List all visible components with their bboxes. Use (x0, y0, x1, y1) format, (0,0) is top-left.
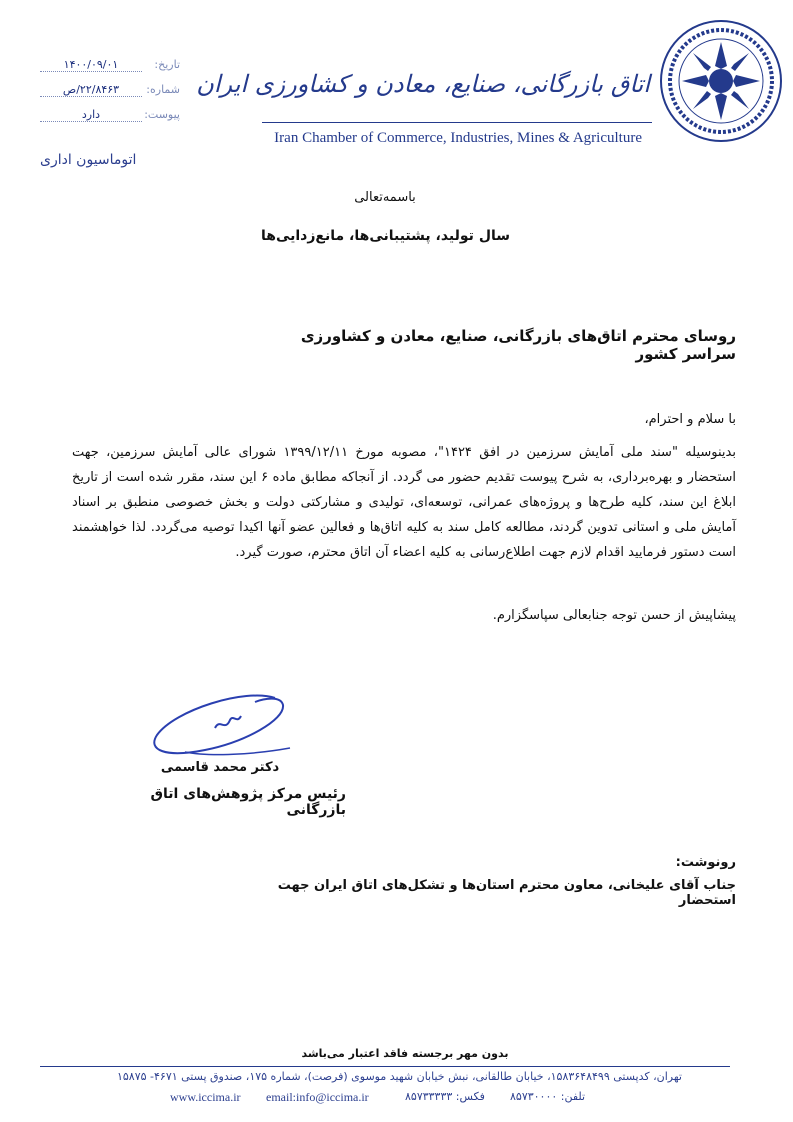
fax-number: فکس: ۸۵۷۳۳۳۳۳ (405, 1090, 485, 1103)
office-automation-label: اتوماسیون اداری (40, 152, 137, 168)
phone-number: تلفن: ۸۵۷۳۰۰۰۰ (510, 1090, 586, 1103)
handwritten-signature-icon (145, 690, 295, 770)
cc-recipient: جناب آقای علیخانی، معاون محترم استان‌ها و تشکل‌های اتاق ایران جهت استحضار (277, 878, 736, 908)
validity-note: بدون مهر برجسته فاقد اعتبار می‌باشد (301, 1047, 509, 1060)
cc-label: رونوشت: (675, 855, 736, 870)
attachment-value: دارد (40, 108, 142, 122)
footer-address: تهران، کدپستی ۱۵۸۳۶۴۸۴۹۹، خیابان طالقانی، نبش خیابان شهید موسوی (فرصت)، شماره ۱۷۵، صندوق پستی ۴۶۷۱- ۱۵۸۷۵ (116, 1070, 682, 1083)
date-value: ۱۴۰۰/۰۹/۰۱ (40, 58, 142, 72)
email-link[interactable]: email:info@iccima.ir (266, 1090, 369, 1104)
website-link[interactable]: www.iccima.ir (170, 1090, 241, 1104)
chamber-logo-icon (658, 18, 784, 144)
closing-text: پیشاپیش از حسن توجه جنابعالی سپاسگزارم. (492, 608, 736, 623)
number-value: ۲۲/۸۴۶۳/ص (40, 83, 142, 97)
letter-body-paragraph: بدینوسیله "سند ملی آمایش سرزمین در افق ۱۴۲۴"، مصوبه مورخ ۱۳۹۹/۱۲/۱۱ شورای عالی آمایش سرزمین، جهت استحضار و بهره‌برداری، به شرح پیوست تقدیم حضور می گردد. از آنجاکه مطابق ماده ۶ این سند، مقرر شده است از تاریخ ابلاغ این سند، کلیه طرح‌ها و پروژه‌های عمرانی، توسعه‌ای، تولیدی و مشارکتی دولت و بخش خصوصی منطبق بر اسناد آمایش ملی و استانی تدوین گردند، مطالعه کامل سند به کلیه اتاق‌ها و فعالین عضو آنها اکیدا توصیه می‌گردد. لذا خواهشمند است دستور فرمایید اقدام لازم جهت اطلاع‌رسانی به کلیه اعضاء آن اتاق محترم، صورت گیرد. (72, 445, 736, 560)
number-row (40, 83, 180, 99)
recipient-heading: روسای محترم اتاق‌های بازرگانی، صنایع، معادن و کشاورزی سراسر کشور (300, 327, 736, 363)
invocation-text: باسمه‌تعالی (354, 190, 416, 205)
chamber-title-english: Iran Chamber of Commerce, Industries, Mines & Agriculture (274, 130, 642, 146)
chamber-title-persian: اتاق بازرگانی، صنایع، معادن و کشاورزی ایران (196, 70, 650, 98)
footer-divider (40, 1066, 730, 1067)
greeting-text: با سلام و احترام، (644, 412, 736, 427)
attachment-row (40, 108, 180, 124)
attachment-label: پیوست: (144, 108, 180, 121)
signer-title: رئیس مرکز پژوهش‌های اتاق بازرگانی (150, 786, 346, 818)
date-label: تاریخ: (154, 58, 180, 71)
date-row (40, 58, 180, 74)
header-divider (262, 122, 652, 123)
year-motto: سال تولید، پشتیبانی‌ها، مانع‌زدایی‌ها (261, 228, 510, 244)
signer-name: دکتر محمد قاسمی (160, 760, 280, 775)
letter-metadata (40, 58, 180, 128)
number-label: شماره: (146, 83, 180, 96)
